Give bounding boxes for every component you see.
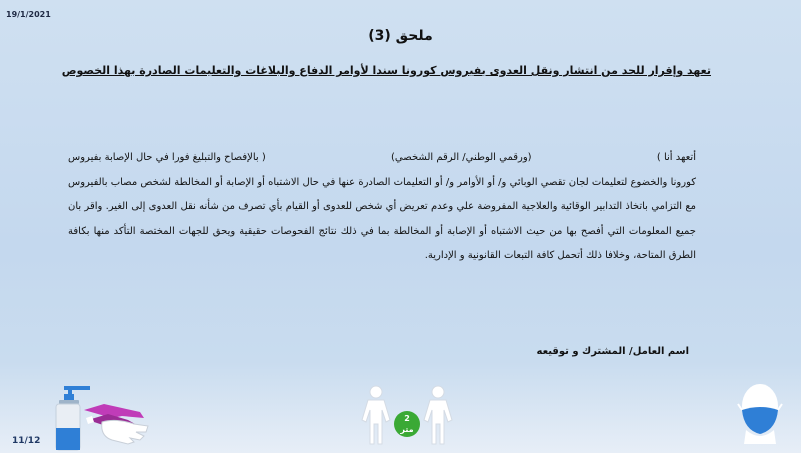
document-body [68, 146, 696, 269]
document-title: ملحق (3) [368, 28, 433, 44]
id-number-label: (ورقمي الوطني/ الرقم الشخصي) [391, 152, 532, 163]
distance-number: 2 [404, 414, 410, 423]
document-subtitle: تعهد وإقرار للحد من انتشار ونقل العدوى بفيروس كورونا سندا لأوامر الدفاع والبلاغات والتعليمات الصادرة بهذا الخصوص [61, 64, 711, 77]
pledge-start: أتعهد أنا ) [656, 152, 696, 163]
face-mask-icon [736, 380, 784, 446]
page-number: 11/12 [12, 436, 41, 446]
hands-icon [82, 398, 152, 446]
body-first-line [68, 146, 696, 171]
signature-label: اسم العامل/ المشترك و توقيعه [536, 346, 689, 357]
social-distance-icon [360, 384, 460, 448]
pledge-disclosure: ( بالإفصاح والتبليغ فورا في حال الإصابة بفيروس [68, 152, 266, 163]
body-paragraph: كورونا والخضوع لتعليمات لجان تقصي الوبائي و/ أو الأوامر و/ أو التعليمات الصادرة عنها في حال الاشتباه أو الإصابة أو المخالطة لشخص مصاب بالفيروس مع التزامي باتخاذ التدابير الوقائية والعلاجية المفروضة علي وعدم تعريض أي شخص للعدوى أو القيام بأي تصرف من شأنه نقل العدوى إلى الغير. واقر بان جميع المعلومات التي أفصح بها من حيث الاشتباه أو الإصابة أو المخالطة بما في ذلك نتائج الفحوصات حقيقية ويحق للجهات المختصة التأكد منها بكافة الطرق المتاحة، وخلافا ذلك أتحمل كافة التبعات القانونية و الإدارية. [68, 176, 696, 261]
date-label: 19/1/2021 [6, 10, 51, 19]
distance-unit: متر [400, 425, 414, 434]
